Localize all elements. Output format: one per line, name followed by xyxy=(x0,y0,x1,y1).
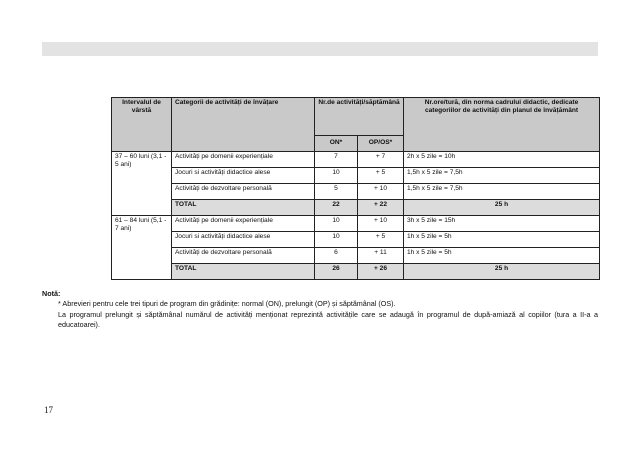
on-cell: 5 xyxy=(315,184,358,200)
hours-cell: 2h x 5 zile = 10h xyxy=(404,152,600,168)
total-op: + 22 xyxy=(358,200,404,216)
table-row xyxy=(112,184,600,200)
hours-cell: 1h x 5 zile = 5h xyxy=(404,248,600,264)
op-cell: + 7 xyxy=(358,152,404,168)
age-interval-cell: 37 – 60 luni (3,1 - 5 ani) xyxy=(112,152,172,216)
table-header-row xyxy=(112,98,600,136)
note-explanation: La programul prelungit și săptămânal numărul de activități menționat reprezintă activitățile care se adaugă în programul de după-amiază al copiilor (tura a II-a a educatoarei). xyxy=(58,309,598,330)
table-row xyxy=(112,168,600,184)
hours-cell: 1h x 5 zile = 5h xyxy=(404,232,600,248)
hours-cell: 3h x 5 zile = 15h xyxy=(404,216,600,232)
header-on: ON* xyxy=(315,136,358,152)
table-row xyxy=(112,216,600,232)
total-label: TOTAL xyxy=(172,200,315,216)
activities-table xyxy=(111,97,600,280)
header-hours: Nr.ore/tură, din norma cadrului didactic, dedicate categoriilor de activități din planul de învățământ xyxy=(404,98,600,152)
category-cell: Jocuri si activități didactice alese xyxy=(172,232,315,248)
category-cell: Activități de dezvoltare personală xyxy=(172,248,315,264)
header-op-os: OP/OS* xyxy=(358,136,404,152)
category-cell: Activități pe domenii experiențiale xyxy=(172,152,315,168)
header-activities-count: Nr.de activități/săptămână xyxy=(315,98,404,136)
total-on: 26 xyxy=(315,264,358,280)
header-age: Intervalul de vârstă xyxy=(112,98,172,152)
hours-cell: 1,5h x 5 zile = 7,5h xyxy=(404,184,600,200)
category-cell: Jocuri si activități didactice alese xyxy=(172,168,315,184)
table-row xyxy=(112,248,600,264)
header-category: Categorii de activități de învățare xyxy=(172,98,315,152)
op-cell: + 5 xyxy=(358,232,404,248)
on-cell: 10 xyxy=(315,168,358,184)
note-title: Notă: xyxy=(42,289,61,298)
op-cell: + 10 xyxy=(358,184,404,200)
note-block xyxy=(42,289,598,331)
note-abbreviations: * Abrevieri pentru cele trei tipuri de program din grădinițe: normal (ON), prelungit (OP) și săptămânal (OS). xyxy=(58,299,396,309)
total-row xyxy=(112,264,600,280)
table-row xyxy=(112,232,600,248)
on-cell: 6 xyxy=(315,248,358,264)
total-hours: 25 h xyxy=(404,264,600,280)
on-cell: 10 xyxy=(315,216,358,232)
table-row xyxy=(112,152,600,168)
total-row xyxy=(112,200,600,216)
total-op: + 26 xyxy=(358,264,404,280)
op-cell: + 11 xyxy=(358,248,404,264)
op-cell: + 5 xyxy=(358,168,404,184)
on-cell: 7 xyxy=(315,152,358,168)
age-interval-cell: 61 – 84 luni (5,1 - 7 ani) xyxy=(112,216,172,280)
on-cell: 10 xyxy=(315,232,358,248)
page-number: 17 xyxy=(44,405,53,415)
total-on: 22 xyxy=(315,200,358,216)
total-hours: 25 h xyxy=(404,200,600,216)
category-cell: Activități pe domenii experiențiale xyxy=(172,216,315,232)
top-gray-band xyxy=(42,42,598,56)
op-cell: + 10 xyxy=(358,216,404,232)
hours-cell: 1,5h x 5 zile = 7,5h xyxy=(404,168,600,184)
total-label: TOTAL xyxy=(172,264,315,280)
category-cell: Activități de dezvoltare personală xyxy=(172,184,315,200)
